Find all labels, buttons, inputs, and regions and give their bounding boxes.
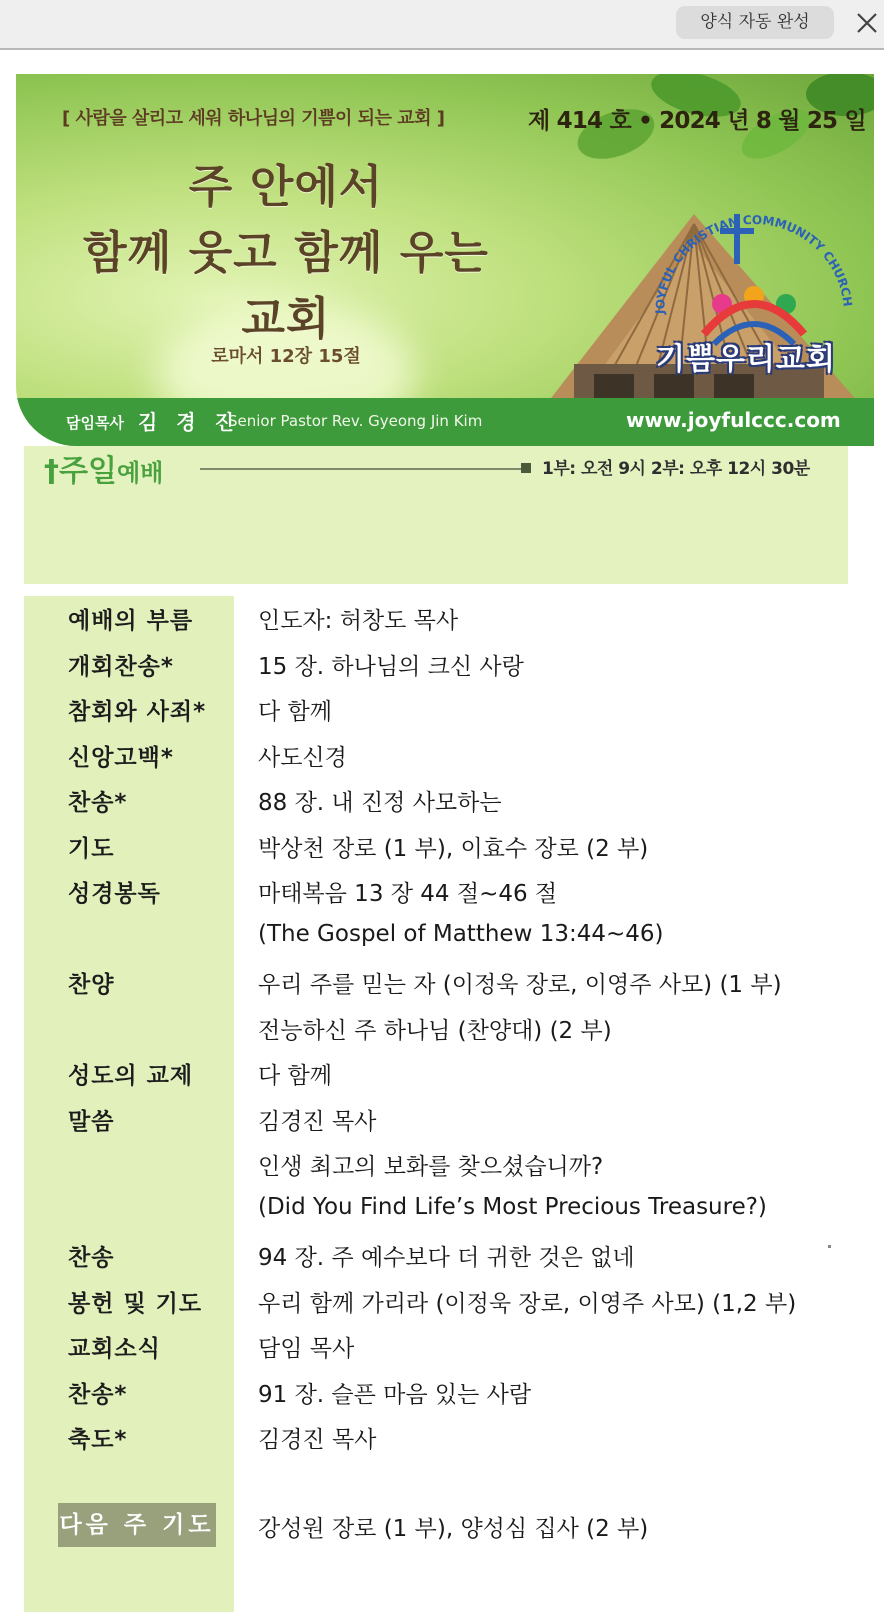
order-value: (The Gospel of Matthew 13:44~46) bbox=[258, 921, 664, 947]
pastor-english: Senior Pastor Rev. Gyeong Jin Kim bbox=[228, 412, 483, 430]
close-icon[interactable] bbox=[852, 6, 882, 39]
service-title-small: 예배 bbox=[116, 459, 164, 487]
order-label: 찬송* bbox=[68, 1382, 128, 1408]
order-value: 김경진 목사 bbox=[258, 1109, 377, 1135]
order-value: (Did You Find Life’s Most Precious Treasure?) bbox=[258, 1194, 767, 1220]
bulletin-banner bbox=[16, 74, 874, 446]
order-row bbox=[0, 648, 884, 692]
order-value: 인생 최고의 보화를 찾으셨습니까? bbox=[258, 1154, 604, 1180]
order-label: 기도 bbox=[68, 836, 115, 862]
scan-mark bbox=[828, 1245, 831, 1248]
order-row bbox=[0, 1103, 884, 1147]
order-row bbox=[0, 1285, 884, 1329]
order-label: 말씀 bbox=[68, 1109, 115, 1135]
order-row bbox=[0, 602, 884, 646]
order-value: 전능하신 주 하나님 (찬양대) (2 부) bbox=[258, 1018, 612, 1044]
order-label: 찬송 bbox=[68, 1245, 115, 1271]
order-row bbox=[0, 693, 884, 737]
autofill-button[interactable]: 양식 자동 완성 bbox=[676, 6, 834, 39]
pastor-bar bbox=[16, 398, 874, 446]
order-row bbox=[0, 1012, 884, 1056]
order-value: 우리 주를 믿는 자 (이정욱 장로, 이영주 사모) (1 부) bbox=[258, 972, 782, 998]
toolbar bbox=[0, 0, 884, 50]
order-label: 축도* bbox=[68, 1427, 128, 1453]
order-label: 신앙고백* bbox=[68, 745, 174, 771]
headline-line-1: 주 안에서 bbox=[188, 160, 384, 213]
order-label: 찬양 bbox=[68, 972, 115, 998]
divider-line bbox=[200, 468, 524, 470]
service-title bbox=[44, 446, 163, 490]
headline-line-2: 함께 웃고 함께 우는 bbox=[83, 226, 489, 279]
pastor-name: 김 경 진 bbox=[138, 410, 240, 434]
next-week-prayer-value: 강성원 장로 (1 부), 양성심 집사 (2 부) bbox=[258, 1516, 649, 1542]
order-row bbox=[0, 784, 884, 828]
order-value: 우리 함께 가리라 (이정욱 장로, 이영주 사모) (1,2 부) bbox=[258, 1291, 797, 1317]
order-value: 사도신경 bbox=[258, 745, 347, 771]
order-row bbox=[0, 1376, 884, 1420]
order-label: 참회와 사죄* bbox=[68, 699, 207, 725]
headline bbox=[36, 154, 536, 352]
order-value: 다 함께 bbox=[258, 699, 332, 725]
logo-church-name: 기쁨우리교회 bbox=[656, 342, 836, 377]
order-value: 김경진 목사 bbox=[258, 1427, 377, 1453]
order-value: 담임 목사 bbox=[258, 1336, 355, 1362]
order-row bbox=[0, 966, 884, 1010]
order-value: 91 장. 슬픈 마음 있는 사람 bbox=[258, 1382, 532, 1408]
order-value: 마태복음 13 장 44 절~46 절 bbox=[258, 881, 558, 907]
service-times: 1부: 오전 9시 2부: 오후 12시 30분 bbox=[542, 459, 810, 479]
order-row bbox=[0, 1421, 884, 1465]
issue-date: 제 414 호 • 2024 년 8 월 25 일 bbox=[528, 108, 866, 134]
scripture-reference: 로마서 12장 15절 bbox=[211, 346, 361, 367]
order-row bbox=[0, 1330, 884, 1374]
order-value: 다 함께 bbox=[258, 1063, 332, 1089]
logo-arc-text: JOYFUL CHRISTIAN COMMUNITY CHURCH bbox=[652, 212, 855, 315]
order-row bbox=[0, 1057, 884, 1101]
church-motto: [ 사람을 살리고 세워 하나님의 기쁨이 되는 교회 ] bbox=[62, 108, 445, 129]
order-label: 성경봉독 bbox=[68, 881, 161, 907]
order-value: 94 장. 주 예수보다 더 귀한 것은 없네 bbox=[258, 1245, 635, 1271]
service-header bbox=[24, 446, 848, 584]
order-row bbox=[0, 875, 884, 919]
order-value: 인도자: 허창도 목사 bbox=[258, 608, 459, 634]
pastor-role: 담임목사 bbox=[66, 414, 124, 432]
order-row bbox=[0, 830, 884, 874]
order-label: 봉헌 및 기도 bbox=[68, 1291, 203, 1317]
bulletin-document bbox=[0, 52, 884, 1614]
next-week-prayer-label: 다음 주 기도 bbox=[58, 1503, 216, 1547]
order-row bbox=[0, 921, 884, 965]
church-website: www.joyfulccc.com bbox=[626, 408, 841, 432]
order-label: 예배의 부름 bbox=[68, 608, 194, 634]
order-label: 찬송* bbox=[68, 790, 128, 816]
order-label: 교회소식 bbox=[68, 1336, 161, 1362]
service-title-main: 주일 bbox=[59, 454, 117, 489]
order-value: 88 장. 내 진정 사모하는 bbox=[258, 790, 502, 816]
order-row bbox=[0, 739, 884, 783]
order-row bbox=[0, 1239, 884, 1283]
headline-line-3: 교회 bbox=[241, 292, 331, 345]
order-row bbox=[0, 1148, 884, 1192]
order-label: 성도의 교제 bbox=[68, 1063, 194, 1089]
order-label: 개회찬송* bbox=[68, 654, 174, 680]
order-row bbox=[0, 1194, 884, 1238]
order-value: 15 장. 하나님의 크신 사랑 bbox=[258, 654, 524, 680]
order-value: 박상천 장로 (1 부), 이효수 장로 (2 부) bbox=[258, 836, 649, 862]
cross-icon: † bbox=[44, 454, 59, 489]
divider-dot bbox=[521, 463, 531, 473]
